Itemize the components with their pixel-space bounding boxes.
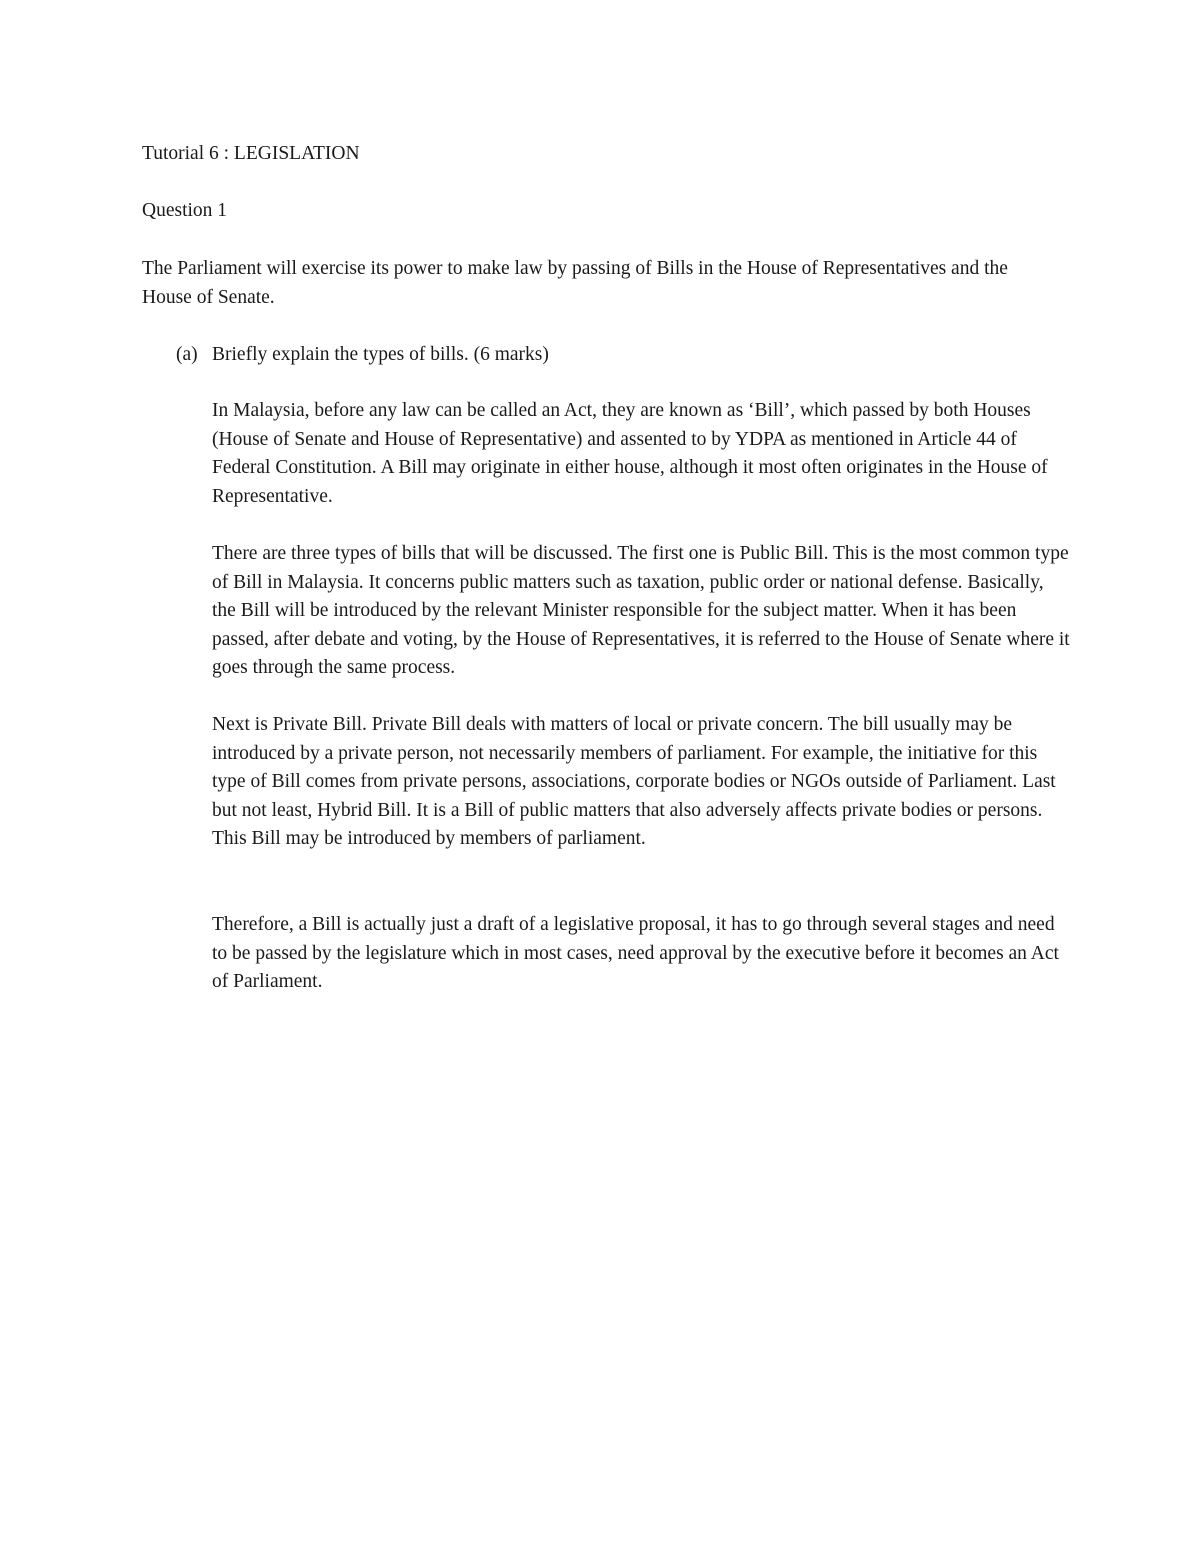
answer-paragraph: Therefore, a Bill is actually just a draft of a legislative proposal, it has to go through several stages and need to be passed by the legislature which in most cases, need approval by the executive before it becomes an Act of Parliament. [212, 914, 1059, 993]
question-heading: Question 1 [142, 200, 228, 221]
item-question: Briefly explain the types of bills. (6 marks) [212, 344, 549, 365]
answer-paragraph: Next is Private Bill. Private Bill deals with matters of local or private concern. The bill usually may be introduced by a private person, not necessarily members of parliament. For example, the initiative for this type of Bill comes from private persons, associations, corporate bodies or NGOs outside of Parliament. Last but not least, Hybrid Bill. It is a Bill of public matters that also adversely affects private bodies or persons. This Bill may be introduced by members of parliament. [212, 714, 1056, 850]
document-title: Tutorial 6 : LEGISLATION [142, 143, 360, 164]
answer-paragraph: There are three types of bills that will be discussed. The first one is Public Bill. This is the most common type of Bill in Malaysia. It concerns public matters such as taxation, public order or national defense. Basically, the Bill will be introduced by the relevant Minister responsible for the subject matter. When it has been passed, after debate and voting, by the House of Representatives, it is referred to the House of Senate where it goes through the same process. [212, 543, 1070, 679]
question-intro: The Parliament will exercise its power to make law by passing of Bills in the House of Representatives and the House of Senate. [142, 258, 1008, 308]
answer-paragraph: In Malaysia, before any law can be called an Act, they are known as ‘Bill’, which passed by both Houses (House of Senate and House of Representative) and assented to by YDPA as mentioned in Article 44 of Federal Constitution. A Bill may originate in either house, although it most often originates in the House of Representative. [212, 400, 1048, 507]
item-marker: (a) [176, 344, 198, 365]
